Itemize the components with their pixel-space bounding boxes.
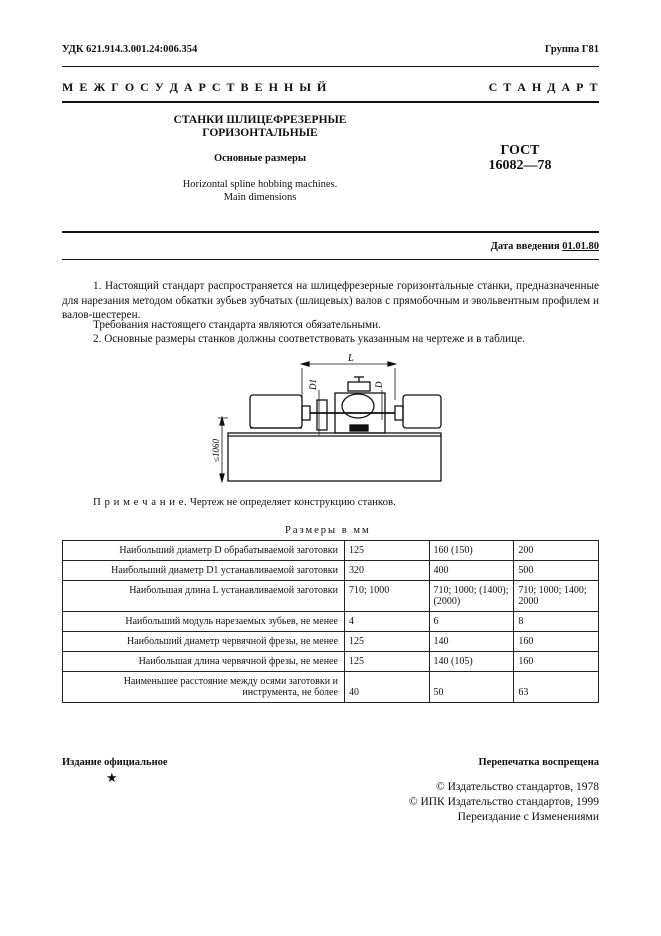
gost-designation — [470, 143, 570, 173]
gost-number: 16082—78 — [488, 158, 552, 173]
table-row — [63, 652, 599, 672]
effective-date — [491, 241, 599, 252]
paragraph-3: 2. Основные размеры станков должны соответствовать указанным на чертеже и в таблице. — [93, 333, 525, 345]
dim-label-D: D — [374, 381, 384, 388]
heading-word-2: С Т А Н Д А Р Т — [488, 80, 599, 94]
row-label: Наибольший диаметр D1 устанавливаемой заготовки — [63, 561, 345, 581]
row-value-2: 400 — [429, 561, 514, 581]
row-value-1: 125 — [344, 652, 429, 672]
table-row — [63, 672, 599, 703]
row-value-3: 8 — [514, 612, 599, 632]
row-value-3: 63 — [514, 672, 599, 703]
hob-top — [348, 382, 370, 391]
drawing-note — [93, 496, 396, 508]
left-headstock — [250, 395, 302, 428]
row-value-2: 140 (105) — [429, 652, 514, 672]
copyright-block — [409, 780, 599, 825]
copyright-1978: © Издательство стандартов, 1978 — [435, 781, 599, 793]
table-row — [63, 561, 599, 581]
row-value-1: 320 — [344, 561, 429, 581]
gost-label: ГОСТ — [500, 143, 540, 158]
row-label: Наибольший модуль нарезаемых зубьев, не менее — [63, 612, 345, 632]
table-row — [63, 581, 599, 612]
row-value-1: 40 — [344, 672, 429, 703]
row-label: Наименьшее расстояние между осями заготовки и инструмента, не более — [63, 672, 345, 703]
table-row — [63, 612, 599, 632]
row-value-3: 500 — [514, 561, 599, 581]
paragraph-1: 1. Настоящий стандарт распространяется на шлицефрезерные горизонтальные станки, предназначенные для нарезания методом обкатки зубьев зубчатых (шлицевых) валов с прямобочным и эвольвентным профилем и валов-шестерен. — [62, 280, 599, 322]
workpiece-chuck — [317, 400, 327, 430]
group-code: Группа Г81 — [544, 44, 599, 55]
dim-label-height: ≤1060 — [211, 439, 221, 462]
header-rule-bottom — [62, 101, 599, 103]
row-label: Наибольшая длина червячной фрезы, не менее — [63, 652, 345, 672]
copyright-1999: © ИПК Издательство стандартов, 1999 — [408, 796, 599, 808]
doc-title-line-2: ГОРИЗОНТАЛЬНЫЕ — [202, 127, 318, 139]
note-prefix: П р и м е ч а н и е. — [93, 496, 188, 508]
doc-title — [150, 114, 370, 140]
row-value-3: 160 — [514, 652, 599, 672]
row-value-1: 125 — [344, 541, 429, 561]
row-value-1: 710; 1000 — [344, 581, 429, 612]
english-title-line-1: Horizontal spline hobbing machines. — [182, 179, 338, 190]
doc-title-line-1: СТАНКИ ШЛИЦЕФРЕЗЕРНЫЕ — [173, 114, 347, 126]
row-label: Наибольшая длина L устанавливаемой заготовки — [63, 581, 345, 612]
row-value-1: 125 — [344, 632, 429, 652]
table-row — [63, 541, 599, 561]
section-rule-2 — [62, 259, 599, 260]
row-value-3: 710; 1000; 1400; 2000 — [514, 581, 599, 612]
note-text: Чертеж не определяет конструкцию станков. — [189, 496, 396, 508]
effective-date-label: Дата введения — [490, 241, 560, 252]
paragraph-2: Требования настоящего стандарта являются обязательными. — [93, 319, 381, 331]
english-title-line-2: Main dimensions — [223, 192, 297, 203]
row-value-3: 160 — [514, 632, 599, 652]
row-label: Наибольший диаметр червячной фрезы, не менее — [63, 632, 345, 652]
header-rule-top — [62, 66, 599, 67]
row-value-2: 6 — [429, 612, 514, 632]
section-rule-1 — [62, 231, 599, 233]
reprint-prohibited: Перепечатка воспрещена — [478, 757, 599, 768]
official-edition: Издание официальное — [62, 757, 168, 768]
heading-word-1: М Е Ж Г О С У Д А Р С Т В Е Н Н Ы Й — [62, 80, 328, 94]
dim-label-D1: D1 — [308, 379, 318, 390]
machine-drawing — [210, 350, 460, 490]
row-value-2: 160 (150) — [429, 541, 514, 561]
english-title — [150, 178, 370, 204]
row-value-2: 710; 1000; (1400); (2000) — [429, 581, 514, 612]
dimensions-table — [62, 540, 599, 703]
table-caption: Размеры в мм — [285, 525, 371, 536]
row-value-3: 200 — [514, 541, 599, 561]
star-mark: ★ — [106, 770, 118, 785]
row-value-1: 4 — [344, 612, 429, 632]
right-tailstock — [403, 395, 441, 428]
interstate-standard-heading — [62, 80, 599, 95]
effective-date-value: 01.01.80 — [562, 241, 599, 252]
row-value-2: 140 — [429, 632, 514, 652]
reissue-note: Переиздание с Изменениями — [457, 811, 599, 823]
row-value-2: 50 — [429, 672, 514, 703]
row-label: Наибольший диаметр D обрабатываемой заготовки — [63, 541, 345, 561]
machine-bed — [228, 433, 441, 481]
table-row — [63, 632, 599, 652]
udk-code: УДК 621.914.3.001.24:006.354 — [62, 44, 198, 55]
dim-label-L: L — [348, 353, 354, 364]
doc-subtitle: Основные размеры — [213, 153, 307, 164]
